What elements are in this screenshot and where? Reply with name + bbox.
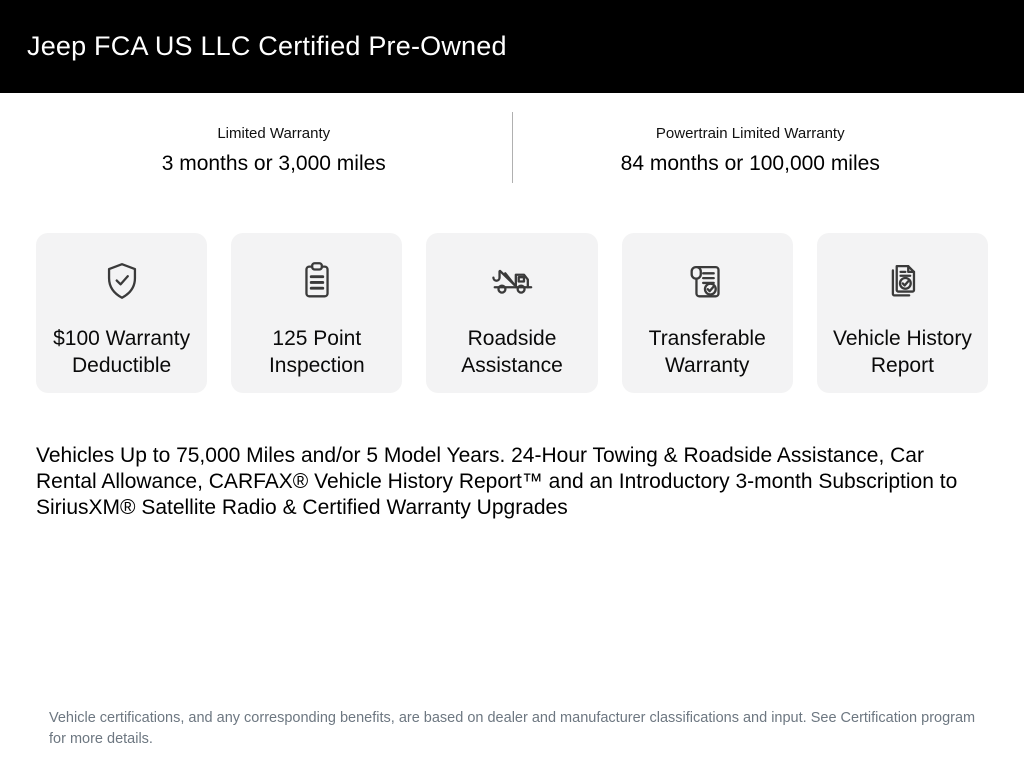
limited-warranty-value: 3 months or 3,000 miles [161,152,386,175]
benefit-label: Roadside Assistance [461,327,563,377]
warranty-summary [36,112,988,183]
benefit-label: 125 Point Inspection [268,327,365,377]
shield-check-icon [99,258,145,304]
clipboard-icon [294,258,340,304]
powertrain-warranty-label: Powertrain Limited Warranty [655,125,845,142]
history-report-icon [879,258,925,304]
benefit-card-transferable-warranty [622,233,793,393]
benefits-row [36,233,988,393]
certification-disclaimer: Vehicle certifications, and any corresponding benefits, are based on dealer and manufacturer classifications and input. See Certification program for more details. [49,710,976,747]
benefit-card-125-point-inspection [231,233,402,393]
benefit-label: Transferable Warranty [648,327,766,377]
benefit-card-roadside-assistance [426,233,597,393]
benefit-card-vehicle-history-report [817,233,988,393]
warranty-scroll-icon [684,258,730,304]
powertrain-warranty-column [513,112,989,183]
benefit-label: $100 Warranty Deductible [53,327,191,377]
certified-preowned-header [0,0,1024,93]
benefits-description: Vehicles Up to 75,000 Miles and/or 5 Model Years. 24-Hour Towing & Roadside Assistance, Car Rental Allowance, CARFAX® Vehicle History Report™ and an Introductory 3-month Subscription to SiriusXM® Satellite Radio & Certified Warranty Upgrades [36,444,958,519]
limited-warranty-column [36,112,512,183]
benefit-label: Vehicle History Report [832,327,972,377]
limited-warranty-label: Limited Warranty [217,125,331,142]
benefit-card-warranty-deductible [36,233,207,393]
page-title: Jeep FCA US LLC Certified Pre-Owned [27,31,507,61]
powertrain-warranty-value: 84 months or 100,000 miles [620,152,880,175]
tow-truck-icon [489,258,535,304]
